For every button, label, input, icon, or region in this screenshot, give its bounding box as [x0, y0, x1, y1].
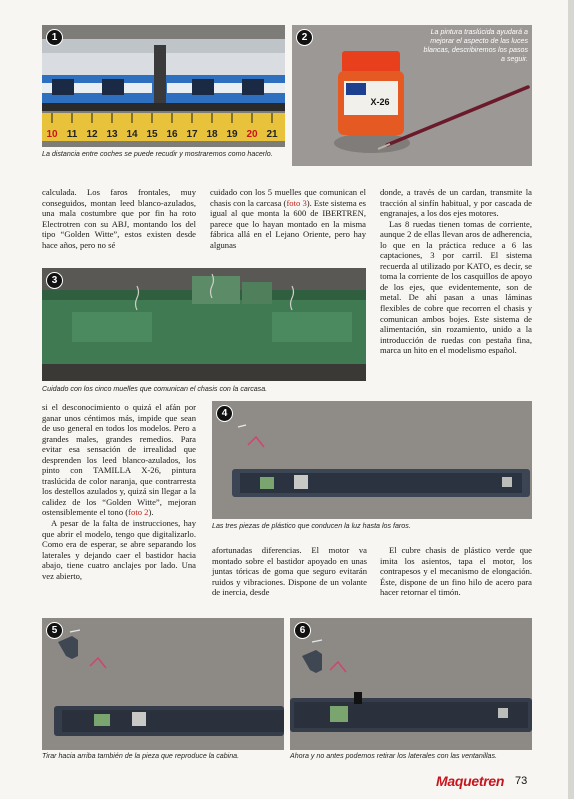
photo-ref: foto 3: [286, 197, 307, 208]
column-3: [380, 187, 532, 356]
paragraph-text: cuidado con los 5 muelles que comunican el chasis con la carcasa (: [210, 187, 366, 208]
paragraph: [42, 402, 196, 518]
paragraph: Las 8 ruedas tienen tomas de corriente, aunque 2 de ellas llevan aros de adherencia, lo que en la práctica reduce a 6 las captaciones, 3 por carril. El sistema recuerda al utilizado por KATO, es decir, se toma la corriente de los casquillos de apoyo de los ejes, que evidentemente, son de metal. De ahí pasan a unas láminas flexibles de cobre que recorren el chasis y comunican ambos bojes. Este sistema de alimentación, sin rozamiento, unido a la introducción de ruedas con pestaña fina, marca un hito en el modelismo español.: [380, 218, 532, 356]
paragraph: afortunadas diferencias. El motor va montado sobre el bastidor apoyado en unas juntas tóricas de goma que seguro evitarán ruidos y vibraciones. Dispone de un volante de inercia, desde: [212, 545, 367, 598]
page-number: 73: [515, 775, 528, 787]
ruler-num: 19: [226, 129, 238, 140]
photo-6: [290, 618, 532, 750]
photo-1-number: 1: [46, 29, 63, 46]
ruler-num: 16: [166, 129, 178, 140]
paragraph: calculada. Los faros frontales, muy conseguidos, montan leed blanco-azulados, una mala costumbre que por fin ha roto Electrotren con su ABJ, montando los del tipo “Golden Witte”, estos existen desde hace años, pero no sé: [42, 187, 196, 250]
jar-label: X-26: [370, 97, 390, 107]
paragraph: El cubre chasis de plástico verde que imita los asientos, tapa el motor, los contrapesos y el mecanismo de elongación. Éste, dispone de un fino hilo de acero para hacer retornar el timón.: [380, 545, 532, 598]
column-1-top: [42, 187, 196, 250]
ruler-num: 12: [86, 129, 98, 140]
column-2-top: [210, 187, 366, 250]
paragraph: A pesar de la falta de instrucciones, hay que abrir el modelo, tengo que digitalizarlo. Como era de esperar, se abre separando los laterales y dejando caer el bastidor hacia abajo, tiene cuatro anclajes por lado. Una vez abierto,: [42, 518, 196, 581]
column-2-mid: [212, 545, 367, 598]
ruler-num: 17: [186, 129, 198, 140]
photo-6-number: 6: [294, 622, 311, 639]
paragraph-text: ). Este sistema es igual al que monta la 600 de IBERTREN, parece que lo hayan montado en la misma fábrica allá en el Lejano Oriente, pero hay algunas: [210, 197, 366, 250]
ruler-num: 18: [206, 129, 218, 140]
ruler-num: 11: [66, 129, 78, 140]
photo-4-number: 4: [216, 405, 233, 422]
ruler-num: 14: [126, 129, 138, 140]
photo-5-caption: Tirar hacia arriba también de la pieza que reproduce la cabina.: [42, 752, 240, 760]
photo-4-caption: Las tres piezas de plástico que conducen la luz hasta los faros.: [212, 522, 411, 530]
paragraph: donde, a través de un cardan, transmite la tracción al sinfín habitual, y por cascada de engranajes, a los dos ejes motores.: [380, 187, 532, 219]
photo-1: [42, 25, 285, 147]
column-3-mid: [380, 545, 532, 598]
photo-3: [42, 268, 366, 381]
photo-ref: foto 2: [128, 507, 149, 518]
paragraph-text: si el desconocimiento o quizá el afán por ganar unos céntimos más, impide que sean de uso general en todos los modelos. Pero a grandes males, grandes remedios. Para evitar esa sensación de irrealidad que desprenden los leed blanco-azulados, los pinto con TAMILLA X-26, pintura traslúcida de color naranja, que contrarresta los destellos azulados y, quizá sin llegar a la calidez de los “Golden Witte”, mejoran ostensiblemente el tono (: [42, 402, 196, 518]
photo-3-caption: Cuidado con los cinco muelles que comunican el chasis con la carcasa.: [42, 385, 268, 393]
paragraph: [210, 187, 366, 250]
column-1-mid: [42, 402, 196, 581]
photo-2: [292, 25, 532, 166]
paragraph-text: ).: [148, 507, 154, 518]
photo-5: [42, 618, 284, 750]
photo-4-image: [212, 401, 532, 519]
photo-6-caption: Ahora y no antes podemos retirar los laterales con las ventanillas.: [290, 752, 498, 760]
ruler-num: 20: [246, 129, 258, 140]
ruler-num: 15: [146, 129, 158, 140]
photo-3-number: 3: [46, 272, 63, 289]
magazine-logo: Maquetren: [436, 773, 505, 789]
photo-6-image: [290, 618, 532, 750]
photo-5-number: 5: [46, 622, 63, 639]
photo-3-image: [42, 268, 366, 381]
ruler-num: 21: [266, 129, 278, 140]
ruler-num: 13: [106, 129, 118, 140]
photo-2-overlay-caption: La pintura traslúcida ayudará a mejorar el aspecto de las luces blancas, describiremos los pasos a seguir.: [423, 28, 528, 63]
photo-1-image: [42, 25, 285, 147]
photo-5-image: [42, 618, 284, 750]
photo-2-number: 2: [296, 29, 313, 46]
ruler-num: 10: [46, 129, 58, 140]
photo-1-caption: La distancia entre coches se puede recudir y mostraremos como hacerlo.: [42, 150, 273, 158]
photo-4: [212, 401, 532, 519]
